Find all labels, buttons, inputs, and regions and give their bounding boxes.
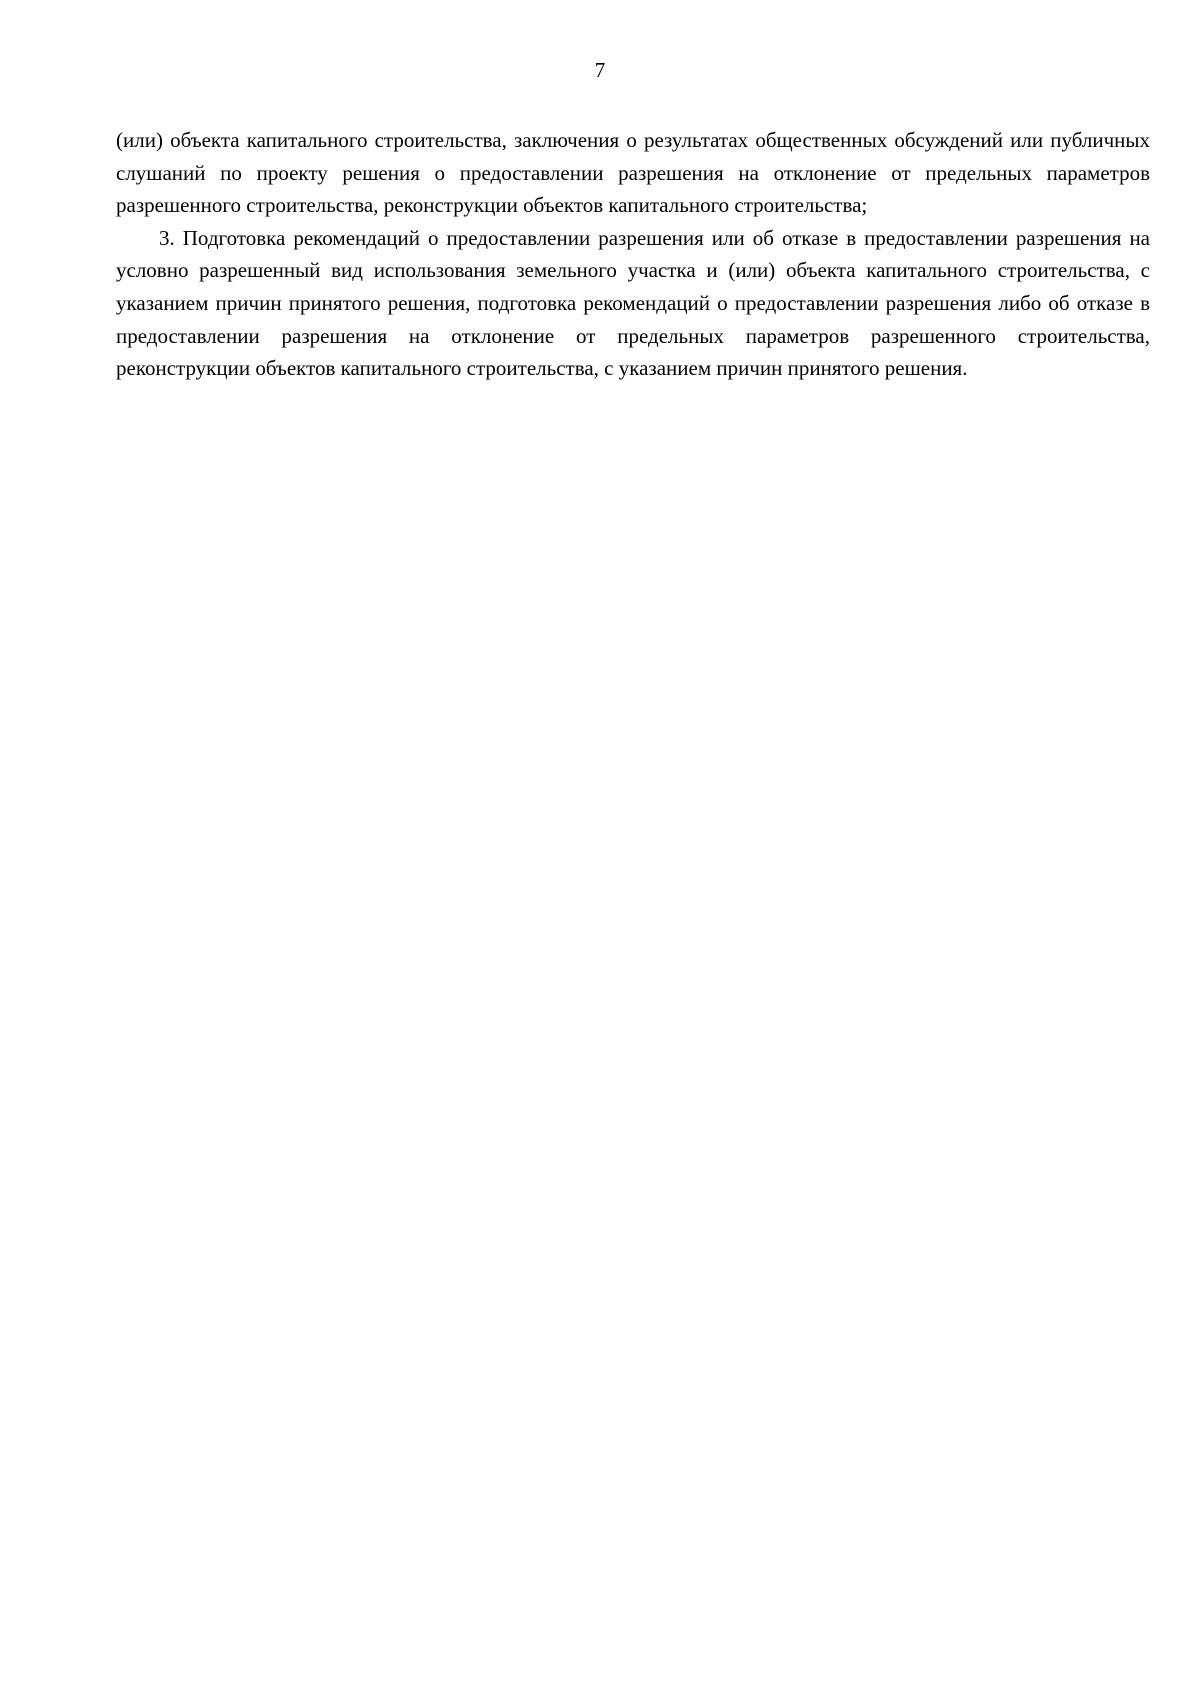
page-number: 7 <box>594 58 606 82</box>
paragraph-item-3: 3. Подготовка рекомендаций о предоставлении разрешения или об отказе в предоставлении разрешения на условно разрешенный вид использования земельного участка и (или) объекта капитального строительства, с указанием причин принятого решения, подготовка рекомендаций о предоставлении разрешения либо об отказе в предоставлении разрешения на отклонение от предельных параметров разрешенного строительства, реконструкции объектов капитального строительства, с указанием причин принятого решения. <box>116 225 1150 381</box>
document-body <box>116 124 1150 385</box>
paragraph-continuation: (или) объекта капитального строительства, заключения о результатах общественных обсуждений или публичных слушаний по проекту решения о предоставлении разрешения на отклонение от предельных параметров разрешенного строительства, реконструкции объектов капитального строительства; <box>116 128 1150 218</box>
